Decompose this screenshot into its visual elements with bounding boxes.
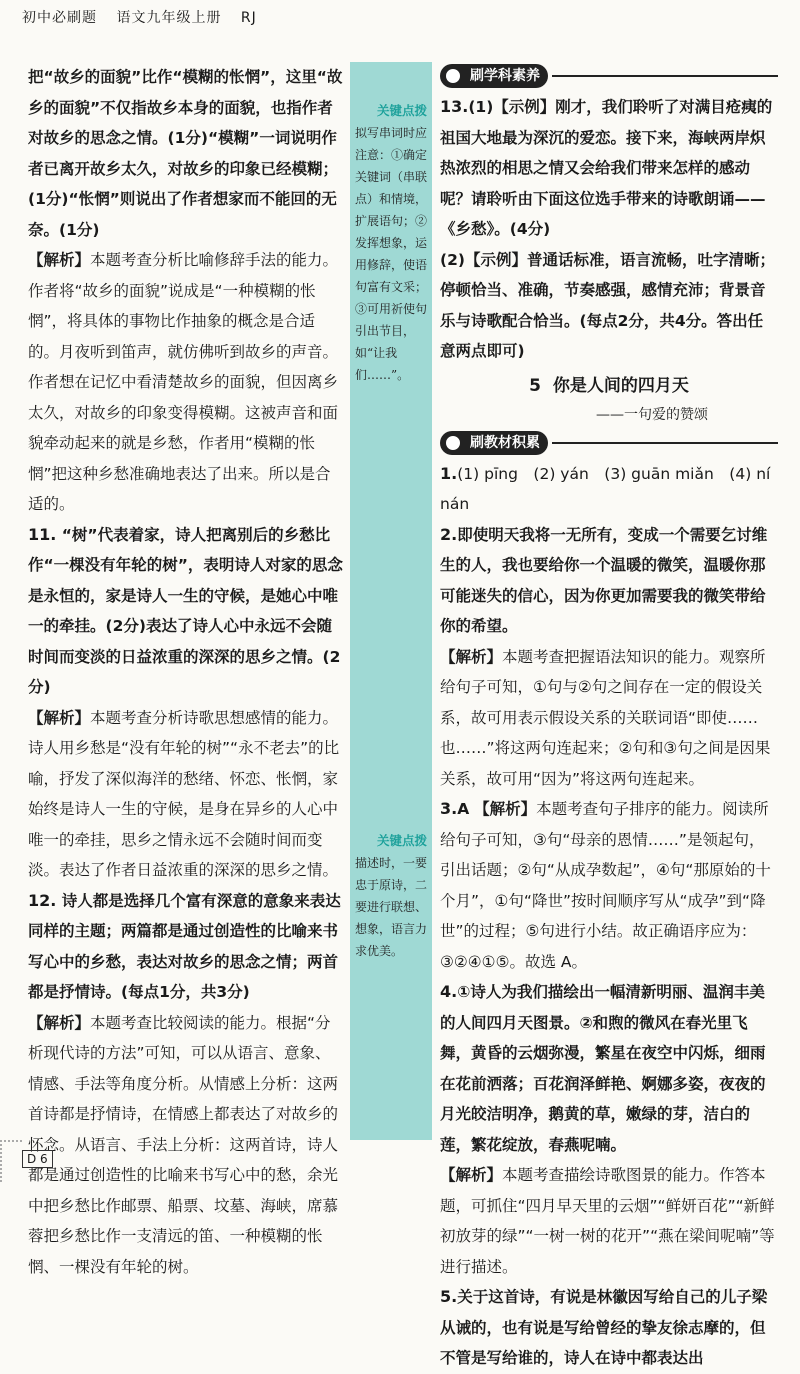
corner-dots	[0, 1140, 22, 1182]
tip-box-1	[355, 100, 431, 386]
question-number: 13.	[440, 97, 469, 116]
answer-text: ①诗人为我们描绘出一幅清新明丽、温润丰美的人间四月天图景。②和煦的微风在春光里飞舞，黄昏的云烟弥漫，繁星在夜空中闪烁，细雨在花前洒落；百花润泽鲜艳、婀娜多姿，夜夜的月光皎洁明净，鹅黄的草，嫩绿的芽，洁白的莲，繁花绽放，春燕呢喃。	[440, 983, 766, 1154]
tip-title: 关键点拨	[376, 833, 427, 848]
answer-text: 诗人都是选择几个富有深意的意象来表达同样的主题；两篇都是通过创造性的比喻来书写心中的乡愁，表达对故乡的思念之情；两首都是抒情诗。(每点1分，共3分)	[28, 891, 341, 1001]
section-title: 刷学科素养	[440, 64, 548, 88]
analysis-text: 本题考查描绘诗歌图景的能力。作答本题，可抓住“四月早天里的云烟”“鲜妍百花”“新鲜初放芽的绿”“一树一树的花开”“燕在梁间呢喃”等进行描述。	[440, 1166, 775, 1276]
analysis-text: 本题考查把握语法知识的能力。观察所给句子可知，①句与②句之间存在一定的假设关系，故可用表示假设关系的关联词语“即使……也……”将这两句连起来；②句和③句之间是因果关系，故可用“因为”将这两句连起来。	[440, 647, 771, 788]
question-12	[28, 886, 346, 1008]
question-1	[440, 459, 778, 520]
analysis-label: 【解析】	[28, 1013, 91, 1032]
analysis-text: 本题考查句子排序的能力。阅读所给句子可知，③句“母亲的恩情……”是领起句，引出话题；②句“从成孕数起”，④句“那原始的十个月”，①句“降世”按时间顺序写从“成孕”到“降世”的过程；⑤句进行小结。故正确语序应为：③②④①⑤。故选 A。	[440, 800, 771, 971]
page-header	[22, 8, 782, 48]
answer-choice: A	[457, 800, 470, 818]
answer-part-1: (1)【示例】刚才，我们聆听了对满目疮痍的祖国大地最为深沉的爱恋。接下来，海峡两岸炽热浓烈的相思之情又会给我们带来怎样的感动呢？请聆听由下面这位选手带来的诗歌朗诵——《乡愁》。(4分)	[440, 98, 773, 238]
analysis	[28, 245, 346, 520]
question-number: 11.	[28, 524, 57, 544]
analysis-label: 【解析】	[474, 800, 537, 818]
section-header	[440, 62, 778, 90]
answer-continued: 把“故乡的面貌”比作“模糊的怅惘”，这里“故乡的面貌”不仅指故乡本身的面貌，也指作者对故乡的思念之情。(1分)“模糊”一词说明作者已离开故乡太久，对故乡的印象已经模糊；(1分)“怅惘”则说出了作者想家而不能回的无奈。(1分)	[28, 68, 343, 239]
question-number: 5.	[440, 1287, 458, 1306]
analysis-text: 本题考查分析比喻修辞手法的能力。作者将“故乡的面貌”说成是“一种模糊的怅惘”，将具体的事物比作抽象的概念是合适的。月夜听到笛声，就仿佛听到故乡的声音。作者想在记忆中看清楚故乡的面貌，但因离乡太久，对故乡的印象变得模糊。这被声音和面貌牵动起来的就是乡愁，作者用“模糊的怅惘”把这种乡愁准确地表达了出来。所以是合适的。	[28, 251, 339, 513]
section-rule	[552, 75, 778, 77]
question-number: 2.	[440, 524, 458, 544]
lesson-name: 你是人间的四月天	[552, 375, 689, 396]
analysis-label: 【解析】	[28, 251, 91, 269]
analysis	[28, 703, 346, 886]
lesson-title	[440, 371, 778, 401]
right-column	[440, 62, 778, 1374]
analysis-label: 【解析】	[440, 647, 503, 666]
analysis	[440, 1160, 778, 1282]
question-number: 4.	[440, 982, 458, 1001]
question-number: 12.	[28, 890, 57, 910]
question-number: 1.	[440, 463, 458, 483]
tip-title: 关键点拨	[376, 103, 427, 118]
answer-text: 即使明天我将一无所有，变成一个需要乞讨维生的人，我也要给你一个温暖的微笑，温暖你那可能迷失的信心，因为你更加需要我的微笑带给你的希望。	[440, 525, 768, 635]
page-number: D 6	[22, 1150, 53, 1168]
question-5	[440, 1282, 778, 1374]
analysis-text: 本题考查分析诗歌思想感情的能力。诗人用乡愁是“没有年轮的树”“永不老去”的比喻，抒发了深似海洋的愁绪、怀恋、怅惘，家始终是诗人一生的守候，是身在异乡的人心中唯一的牵挂，思乡之情永远不会随时间而变淡。表达了作者日益浓重的深深的思乡之情。	[28, 708, 340, 879]
edition: RJ	[240, 10, 257, 26]
question-3	[440, 794, 778, 977]
analysis-label: 【解析】	[28, 708, 91, 727]
question-2	[440, 520, 778, 642]
question-number: 3.	[440, 799, 458, 818]
left-column	[28, 62, 346, 1282]
answer-text: “树”代表着家，诗人把离别后的乡愁比作“一棵没有年轮的树”，表明诗人对家的思念是永恒的，家是诗人一生的守候，是她心中唯一的牵挂。(2分)表达了诗人心中永远不会随时间而变淡的日益浓重的深深的思乡之情。(2分)	[28, 525, 343, 696]
tip-body: 描述时，一要忠于原诗，二要进行联想、想象，语言力求优美。	[355, 856, 428, 958]
analysis-label: 【解析】	[440, 1166, 503, 1184]
section-header	[440, 429, 778, 457]
tip-box-2	[355, 830, 431, 962]
analysis-text: 本题考查比较阅读的能力。根据“分析现代诗的方法”可知，可以从语言、意象、情感、手法等角度分析。从情感上分析：这两首诗都是抒情诗，在情感上都表达了对故乡的怀念。从语言、手法上分析：这两首诗，诗人都是通过创造性的比喻来书写心中的愁，余光中把乡愁比作邮票、船票、坟墓、海峡，席慕蓉把乡愁比作一支清远的笛、一种模糊的怅惘、一棵没有年轮的树。	[28, 1013, 339, 1276]
section-rule	[552, 442, 778, 444]
analysis	[440, 642, 778, 795]
analysis	[28, 1008, 346, 1283]
answer-text: (1) pīng (2) yán (3) guān miǎn (4) ní nán	[440, 464, 771, 513]
question-11	[28, 520, 346, 703]
series-name: 初中必刷题	[22, 10, 97, 26]
tip-body: 拟写串词时应注意：①确定关键词（串联点）和情境，扩展语句；②发挥想象，运用修辞，使语句富有文采；③可用祈使句引出节目，如“让我们……”。	[355, 126, 428, 382]
question-13-part-2: (2)【示例】普通话标准，语言流畅，吐字清晰；停顿恰当、准确，节奏感强，感情充沛；背景音乐与诗歌配合恰当。(每点2分，共4分。答出任意两点即可)	[440, 250, 775, 360]
question-4	[440, 977, 778, 1160]
answer-text: 关于这首诗，有说是林徽因写给自己的儿子梁从诫的，也有说是写给曾经的挚友徐志摩的，但不管是写给谁的，诗人在诗中都表达出	[440, 1288, 768, 1367]
section-title: 刷教材积累	[440, 431, 548, 455]
book-name: 语文九年级上册	[116, 10, 222, 26]
question-13	[440, 92, 778, 245]
lesson-number: 5	[529, 375, 541, 396]
lesson-subtitle: ——一句爱的赞颂	[596, 406, 708, 423]
